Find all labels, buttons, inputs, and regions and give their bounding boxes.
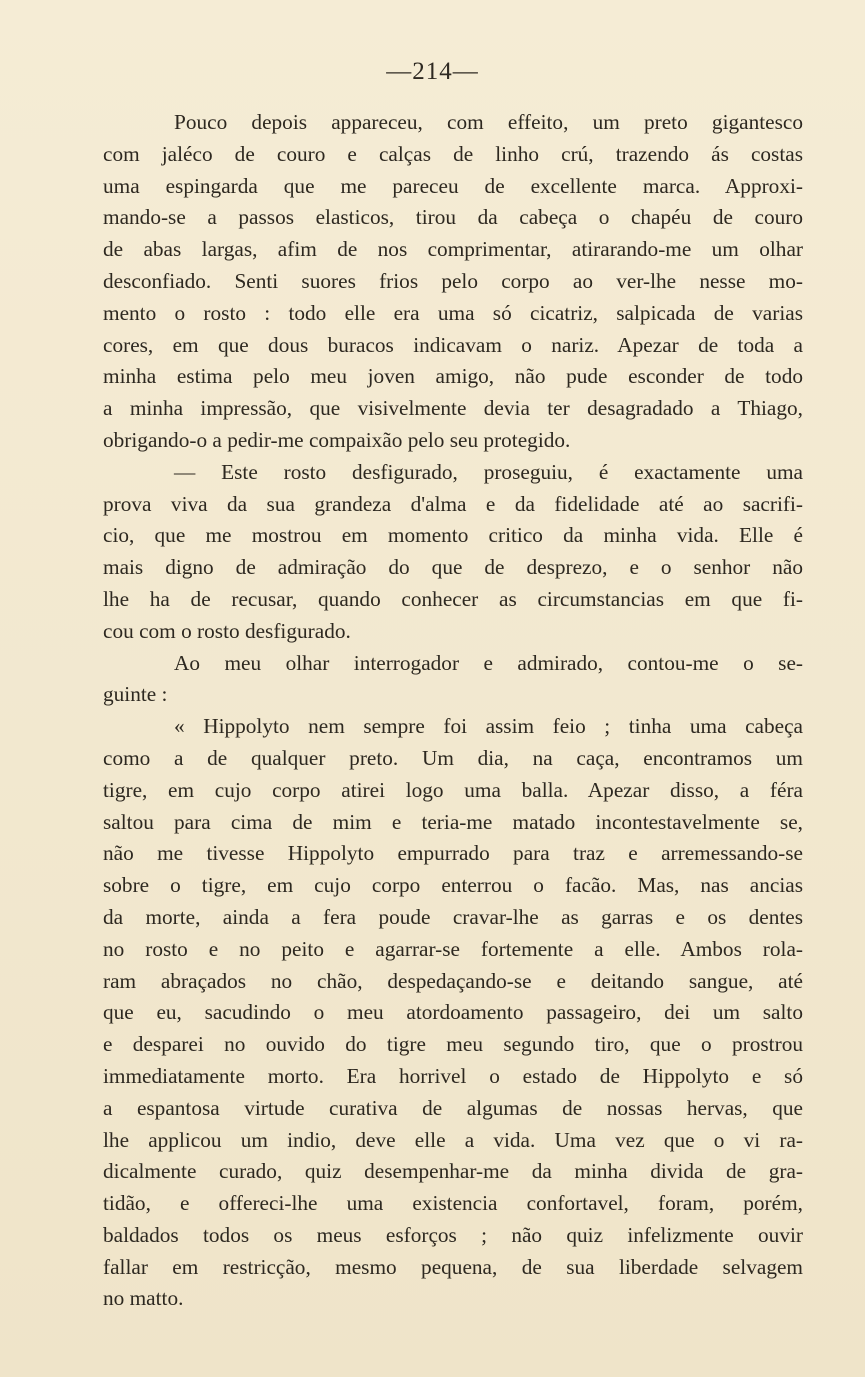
text-line: ram abraçados no chão, despedaçando-se e deitando sangue, até: [103, 968, 803, 993]
text-line: minha estima pelo meu joven amigo, não pude esconder de todo: [103, 364, 803, 389]
text-line: immediatamente morto. Era horrivel o estado de Hippolyto e só: [103, 1063, 803, 1088]
text-line: tidão, e offereci-lhe uma existencia confortavel, foram, porém,: [103, 1191, 803, 1216]
text-line: Pouco depois appareceu, com effeito, um preto gigantesco: [174, 110, 803, 134]
text-line: a espantosa virtude curativa de algumas de nossas hervas, que: [103, 1095, 803, 1120]
text-line: lhe ha de recusar, quando conhecer as circumstancias em que fi-: [103, 586, 803, 611]
body-text: [103, 107, 803, 1315]
text-line: da morte, ainda a fera poude cravar-lhe as garras e os dentes: [103, 904, 803, 929]
page-number: —214—: [386, 58, 479, 85]
text-line: mando-se a passos elasticos, tirou da cabeça o chapéu de couro: [103, 205, 803, 230]
text-line: saltou para cima de mim e teria-me matado incontestavelmente se,: [103, 809, 803, 834]
text-line: baldados todos os meus esforços ; não quiz infelizmente ouvir: [103, 1222, 803, 1247]
text-line: a minha impressão, que visivelmente devia ter desagradado a Thiago,: [103, 396, 803, 421]
text-line: não me tivesse Hippolyto empurrado para traz e arremessando-se: [103, 841, 803, 866]
text-line: « Hippolyto nem sempre foi assim feio ; tinha uma cabeça: [174, 714, 803, 739]
text-line: mais digno de admiração do que de desprezo, e o senhor não: [103, 555, 803, 580]
text-line: dicalmente curado, quiz desempenhar-me da minha divida de gra-: [103, 1159, 803, 1184]
text-line: mento o rosto : todo elle era uma só cicatriz, salpicada de varias: [103, 300, 803, 325]
text-line: lhe applicou um indio, deve elle a vida. Uma vez que o vi ra-: [103, 1127, 803, 1152]
text-line: cou com o rosto desfigurado.: [103, 618, 351, 643]
text-line: no rosto e no peito e agarrar-se fortemente a elle. Ambos rola-: [103, 936, 803, 961]
text-line: desconfiado. Senti suores frios pelo corpo ao ver-lhe nesse mo-: [103, 268, 803, 293]
text-line: prova viva da sua grandeza d'alma e da fidelidade até ao sacrifi-: [103, 491, 803, 516]
text-line: obrigando-o a pedir-me compaixão pelo seu protegido.: [103, 427, 571, 452]
text-line: cores, em que dous buracos indicavam o nariz. Apezar de toda a: [103, 332, 803, 357]
text-line: uma espingarda que me pareceu de excellente marca. Approxi-: [103, 173, 803, 198]
text-line: cio, que me mostrou em momento critico da minha vida. Elle é: [103, 523, 803, 548]
text-line: — Este rosto desfigurado, proseguiu, é exactamente uma: [174, 459, 803, 484]
text-line: e desparei no ouvido do tigre meu segundo tiro, que o prostrou: [103, 1032, 803, 1057]
text-line: como a de qualquer preto. Um dia, na caça, encontramos um: [103, 745, 803, 770]
text-line: com jaléco de couro e calças de linho crú, trazendo ás costas: [103, 141, 803, 166]
text-line: que eu, sacudindo o meu atordoamento passageiro, dei um salto: [103, 1000, 803, 1025]
text-line: fallar em restricção, mesmo pequena, de sua liberdade selvagem: [103, 1254, 803, 1279]
text-line: no matto.: [103, 1286, 184, 1311]
text-line: sobre o tigre, em cujo corpo enterrou o facão. Mas, nas ancias: [103, 873, 803, 898]
text-line: Ao meu olhar interrogador e admirado, contou-me o se-: [174, 650, 803, 675]
text-line: de abas largas, afim de nos comprimentar, atirarando-me um olhar: [103, 237, 803, 262]
text-line: tigre, em cujo corpo atirei logo uma balla. Apezar disso, a féra: [103, 777, 803, 802]
text-line: guinte :: [103, 682, 168, 707]
